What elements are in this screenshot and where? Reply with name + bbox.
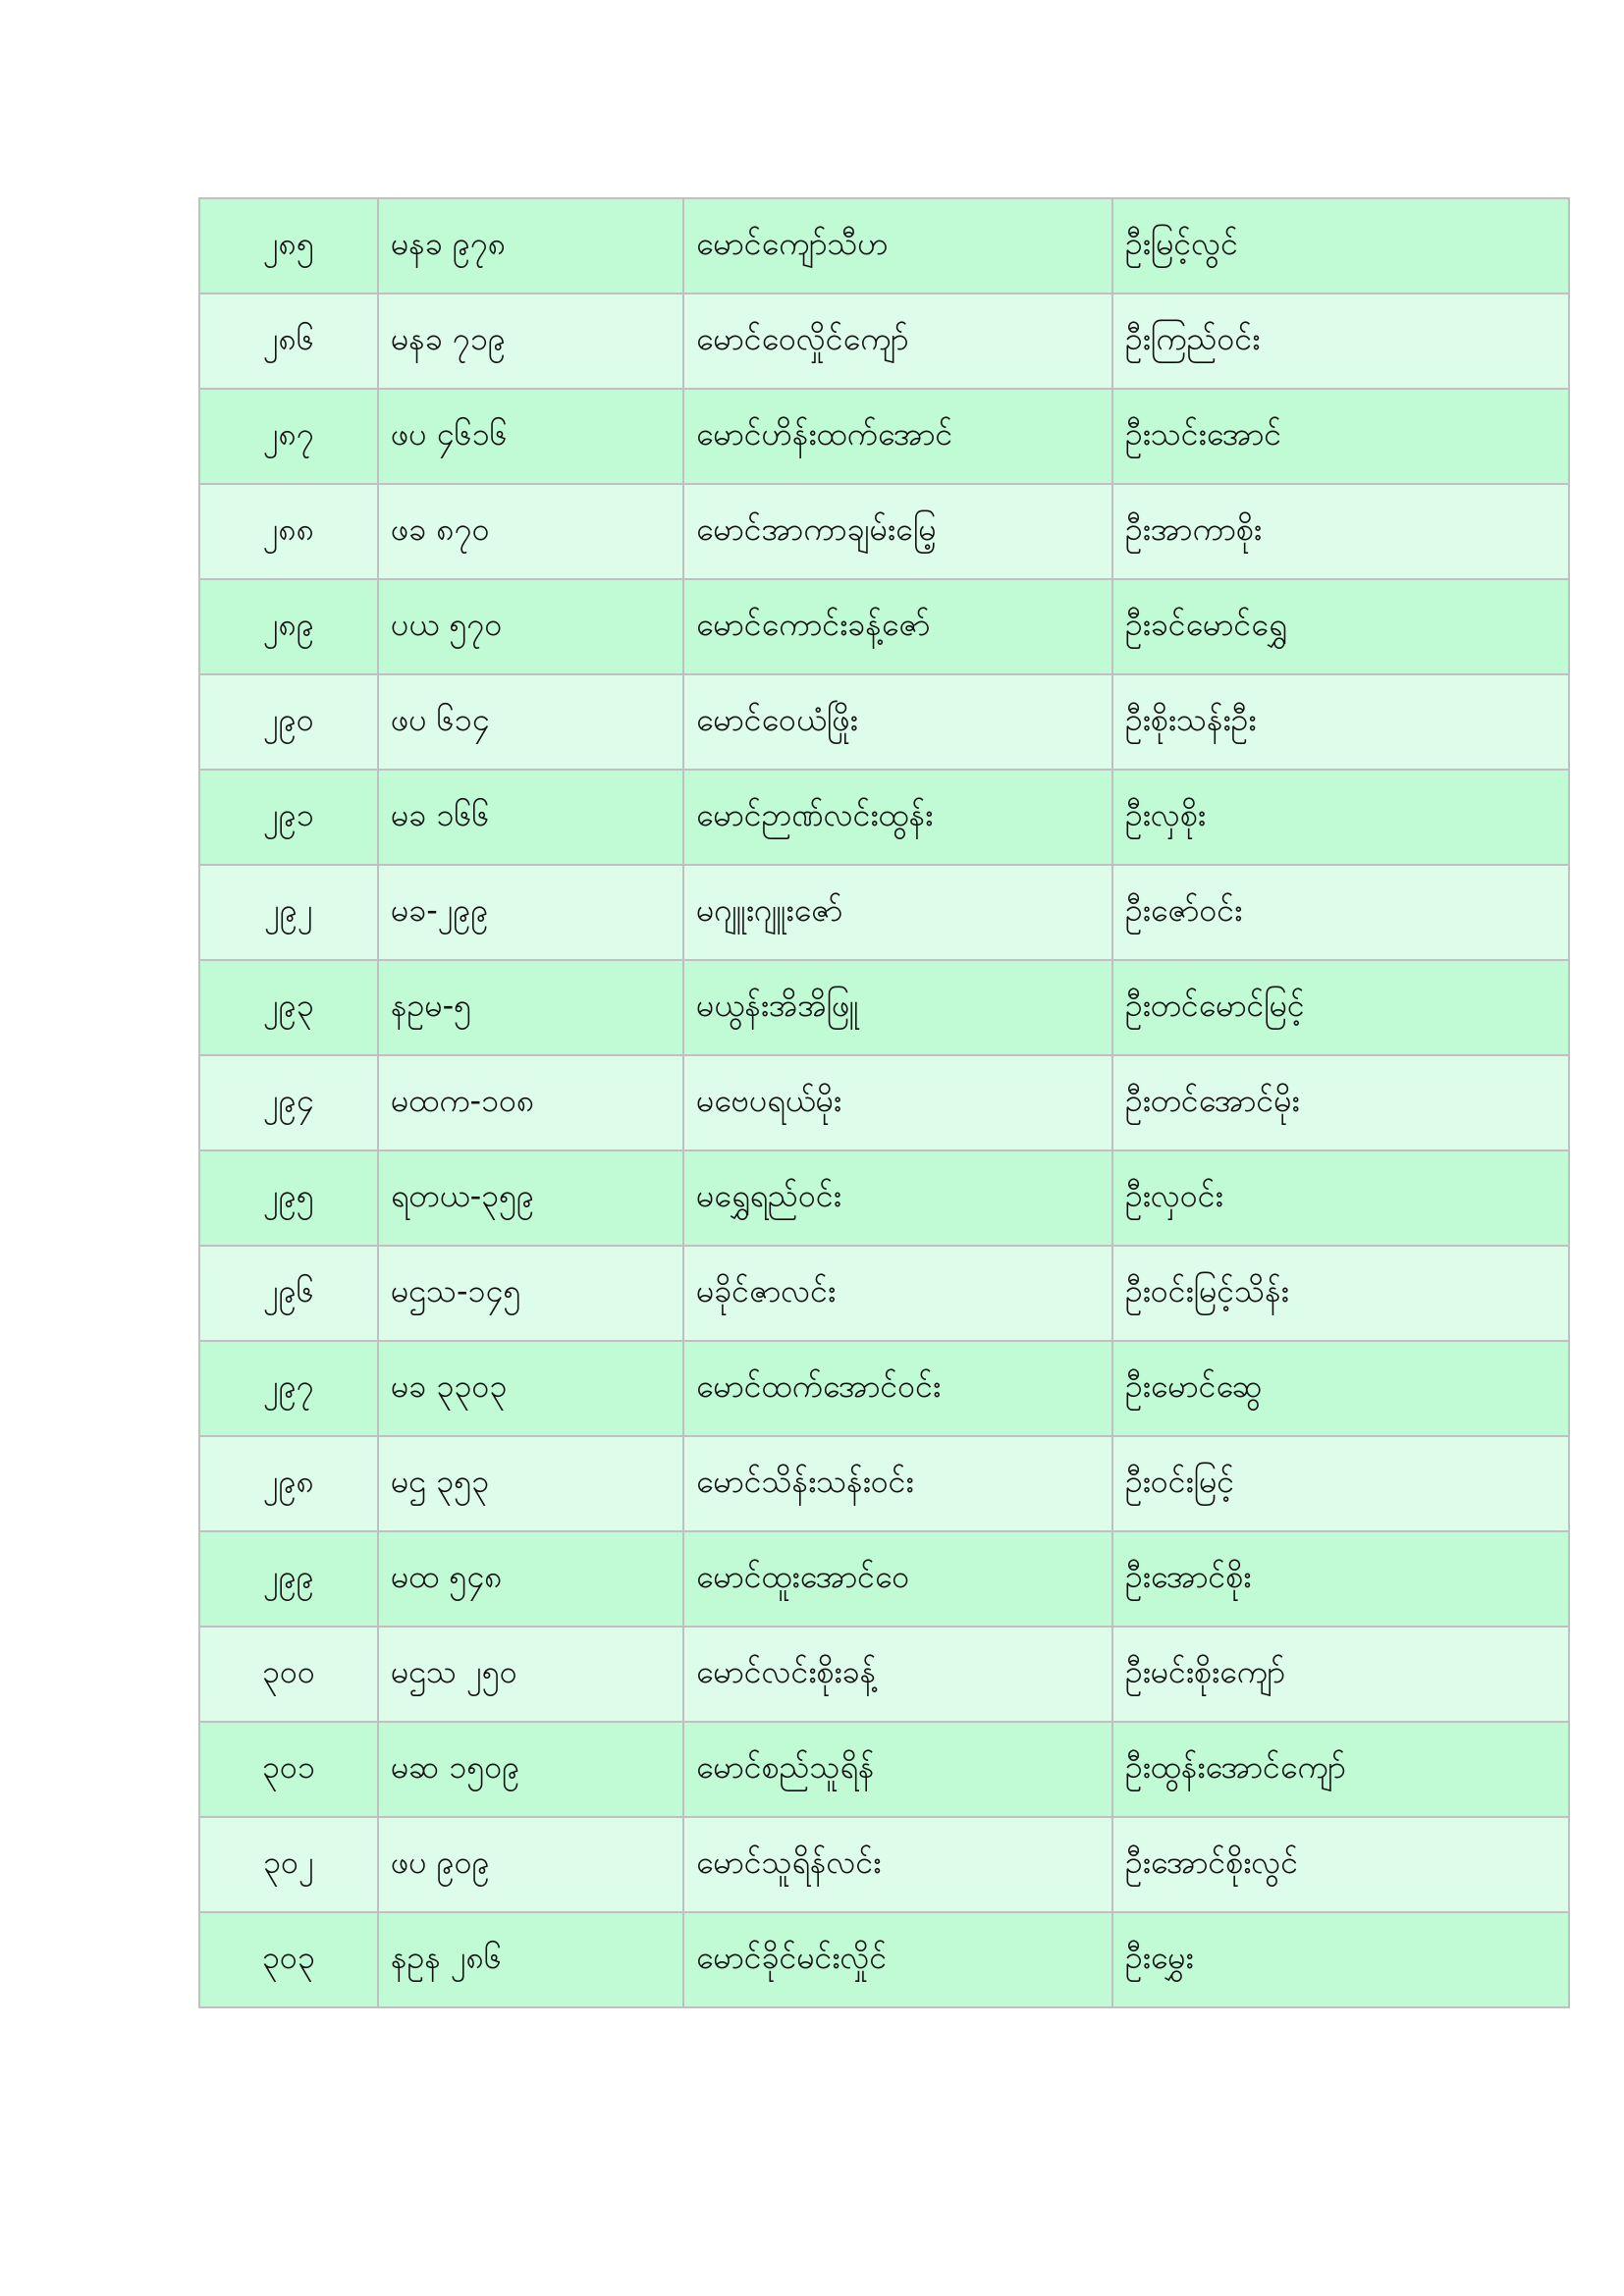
father-name-cell: ဦးတင်အောင်မိုး [1112, 1055, 1569, 1150]
table-row [199, 1150, 1569, 1246]
serial-number-cell: ၂၉၉ [199, 1531, 378, 1627]
serial-number-cell: ၂၈၇ [199, 389, 378, 484]
father-name-cell: ဦးခင်မောင်ရွှေ [1112, 579, 1569, 674]
student-name-cell: မောင်သိန်းသန်းဝင်း [683, 1436, 1112, 1531]
table-row [199, 1817, 1569, 1912]
table-row [199, 1341, 1569, 1436]
student-name-cell: မောင်ဉာဏ်လင်းထွန်း [683, 770, 1112, 865]
table-row [199, 960, 1569, 1055]
table-row [199, 865, 1569, 960]
student-name-cell: မောင်ဟိန်းထက်အောင် [683, 389, 1112, 484]
father-name-cell: ဦးထွန်းအောင်ကျော် [1112, 1722, 1569, 1817]
id-number-cell: မခ-၂၉၉ [378, 865, 683, 960]
table-row [199, 770, 1569, 865]
table-row [199, 1912, 1569, 2007]
table-row [199, 389, 1569, 484]
table-row [199, 1246, 1569, 1341]
table-row [199, 1627, 1569, 1722]
serial-number-cell: ၂၈၆ [199, 294, 378, 389]
serial-number-cell: ၃၀၁ [199, 1722, 378, 1817]
father-name-cell: ဦးဝင်းမြင့် [1112, 1436, 1569, 1531]
serial-number-cell: ၂၉၈ [199, 1436, 378, 1531]
student-name-cell: မောင်ကျော်သီဟ [683, 198, 1112, 294]
father-name-cell: ဦးလှဝင်း [1112, 1150, 1569, 1246]
father-name-cell: ဦးမွှေး [1112, 1912, 1569, 2007]
father-name-cell: ဦးကြည်ဝင်း [1112, 294, 1569, 389]
table-row [199, 294, 1569, 389]
id-number-cell: မဌသ-၁၄၅ [378, 1246, 683, 1341]
father-name-cell: ဦးအောင်စိုး [1112, 1531, 1569, 1627]
serial-number-cell: ၂၉၄ [199, 1055, 378, 1150]
id-number-cell: ဖခ ၈၇၀ [378, 484, 683, 579]
student-name-cell: မောင်ဝေလှိုင်ကျော် [683, 294, 1112, 389]
student-name-cell: မောင်ခိုင်မင်းလှိုင် [683, 1912, 1112, 2007]
student-name-cell: မယွန်းအိအိဖြူ [683, 960, 1112, 1055]
id-number-cell: မဌသ ၂၅၀ [378, 1627, 683, 1722]
father-name-cell: ဦးမြင့်လွင် [1112, 198, 1569, 294]
id-number-cell: မနခ ၇၁၉ [378, 294, 683, 389]
table-row [199, 1531, 1569, 1627]
serial-number-cell: ၂၉၅ [199, 1150, 378, 1246]
id-number-cell: နဥန ၂၈၆ [378, 1912, 683, 2007]
id-number-cell: မနခ ၉၇၈ [378, 198, 683, 294]
father-name-cell: ဦးအာကာစိုး [1112, 484, 1569, 579]
student-name-cell: မဗေပရယ်မိုး [683, 1055, 1112, 1150]
table-row [199, 1722, 1569, 1817]
serial-number-cell: ၂၈၅ [199, 198, 378, 294]
serial-number-cell: ၂၉၃ [199, 960, 378, 1055]
table-row [199, 1436, 1569, 1531]
student-name-cell: မောင်သူရိန်လင်း [683, 1817, 1112, 1912]
id-number-cell: မခ ၁၆၆ [378, 770, 683, 865]
id-number-cell: ဖပ ၄၆၁၆ [378, 389, 683, 484]
student-name-cell: မောင်ကောင်းခန့်ဇော် [683, 579, 1112, 674]
id-number-cell: ဖပ ၉၀၉ [378, 1817, 683, 1912]
serial-number-cell: ၃၀၃ [199, 1912, 378, 2007]
table-row [199, 674, 1569, 770]
serial-number-cell: ၂၉၁ [199, 770, 378, 865]
student-name-cell: မရွှေရည်ဝင်း [683, 1150, 1112, 1246]
records-table [198, 197, 1570, 2008]
serial-number-cell: ၃၀၀ [199, 1627, 378, 1722]
table-row [199, 579, 1569, 674]
id-number-cell: ပယ ၅၇၀ [378, 579, 683, 674]
id-number-cell: မထက-၁၀၈ [378, 1055, 683, 1150]
id-number-cell: ရတယ-၃၅၉ [378, 1150, 683, 1246]
father-name-cell: ဦးမင်းစိုးကျော် [1112, 1627, 1569, 1722]
father-name-cell: ဦးလှစိုး [1112, 770, 1569, 865]
serial-number-cell: ၂၉၇ [199, 1341, 378, 1436]
serial-number-cell: ၃၀၂ [199, 1817, 378, 1912]
serial-number-cell: ၂၉၂ [199, 865, 378, 960]
serial-number-cell: ၂၉၆ [199, 1246, 378, 1341]
records-table-body [199, 198, 1569, 2007]
father-name-cell: ဦးသင်းအောင် [1112, 389, 1569, 484]
father-name-cell: ဦးစိုးသန်းဦး [1112, 674, 1569, 770]
father-name-cell: ဦးဇော်ဝင်း [1112, 865, 1569, 960]
father-name-cell: ဦးမောင်ဆွေ [1112, 1341, 1569, 1436]
student-name-cell: မောင်စည်သူရိန် [683, 1722, 1112, 1817]
table-row [199, 484, 1569, 579]
id-number-cell: မခ ၃၃၀၃ [378, 1341, 683, 1436]
father-name-cell: ဦးဝင်းမြင့်သိန်း [1112, 1246, 1569, 1341]
id-number-cell: မထ ၅၄၈ [378, 1531, 683, 1627]
table-row [199, 198, 1569, 294]
student-name-cell: မောင်ဝေယံဖြိုး [683, 674, 1112, 770]
id-number-cell: ဖပ ၆၁၄ [378, 674, 683, 770]
id-number-cell: မဌ ၃၅၃ [378, 1436, 683, 1531]
student-name-cell: မဂျူးဂျူးဇော် [683, 865, 1112, 960]
father-name-cell: ဦးအောင်စိုးလွင် [1112, 1817, 1569, 1912]
serial-number-cell: ၂၈၉ [199, 579, 378, 674]
serial-number-cell: ၂၉၀ [199, 674, 378, 770]
student-name-cell: မောင်အာကာချမ်းမြေ့ [683, 484, 1112, 579]
student-name-cell: မောင်ထက်အောင်ဝင်း [683, 1341, 1112, 1436]
father-name-cell: ဦးတင်မောင်မြင့် [1112, 960, 1569, 1055]
student-name-cell: မောင်လင်းစိုးခန့် [683, 1627, 1112, 1722]
student-name-cell: မောင်ထူးအောင်ဝေ [683, 1531, 1112, 1627]
id-number-cell: နဥမ-၅ [378, 960, 683, 1055]
id-number-cell: မဆ ၁၅၀၉ [378, 1722, 683, 1817]
student-name-cell: မခိုင်ဇာလင်း [683, 1246, 1112, 1341]
serial-number-cell: ၂၈၈ [199, 484, 378, 579]
table-row [199, 1055, 1569, 1150]
